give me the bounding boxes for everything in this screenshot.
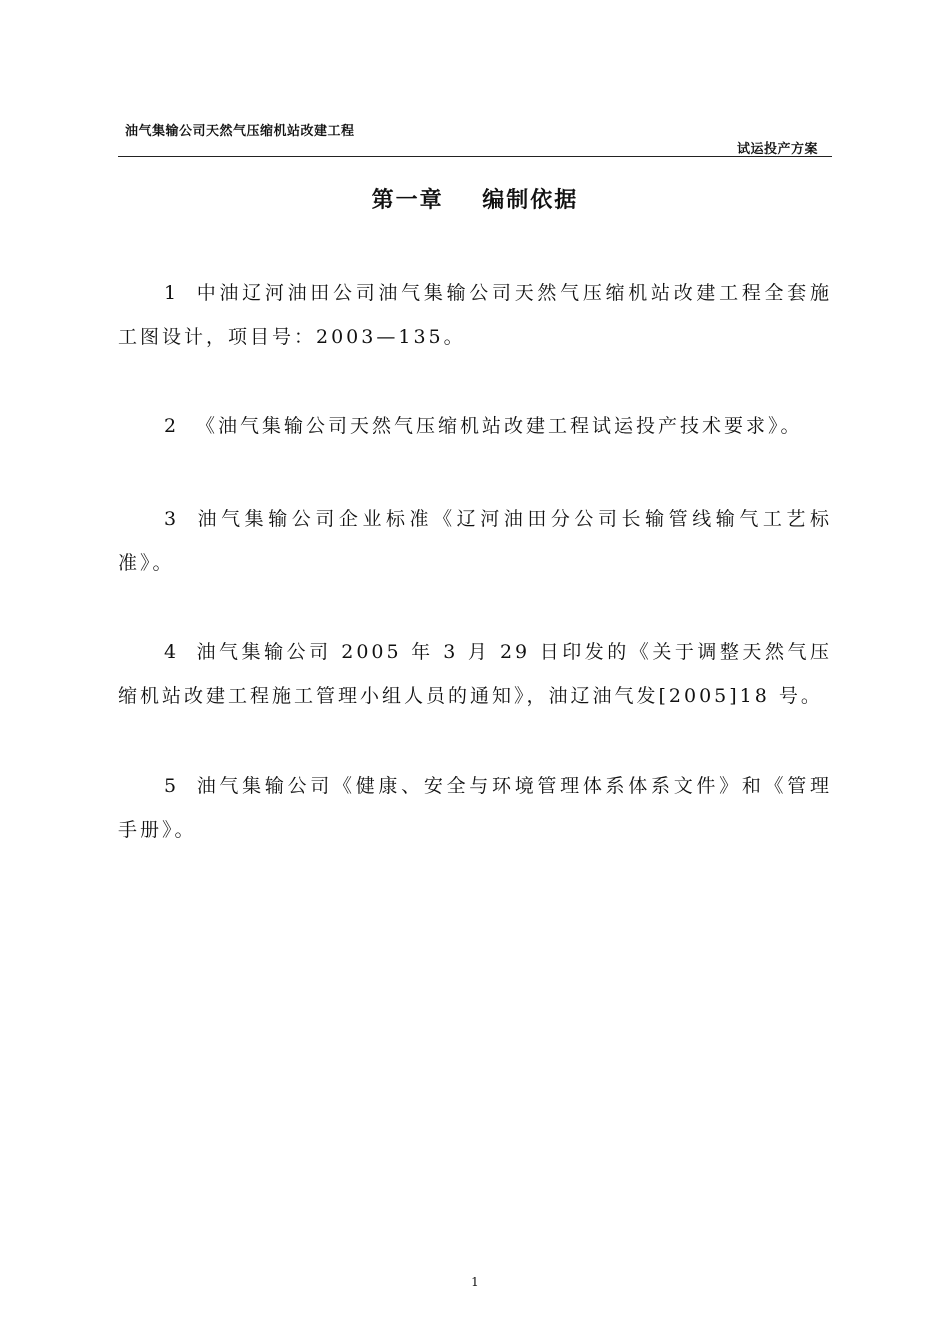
- reference-item: [118, 630, 832, 718]
- reference-number: 4: [164, 641, 180, 663]
- reference-number: 2: [164, 415, 180, 437]
- running-header-title: 油气集输公司天然气压缩机站改建工程: [125, 124, 355, 139]
- reference-number: 5: [164, 775, 180, 797]
- reference-text: 中油辽河油田公司油气集输公司天然气压缩机站改建工程全套施工图设计，项目号：2003—135。: [118, 282, 832, 348]
- reference-number: 1: [164, 282, 180, 304]
- chapter-title: 第一章 编制依据: [371, 187, 579, 213]
- reference-item: [118, 271, 832, 359]
- reference-item: [118, 404, 832, 448]
- header-divider: [118, 156, 832, 157]
- reference-text: 油气集输公司 2005 年 3 月 29 日印发的《关于调整天然气压缩机站改建工程施工管理小组人员的通知》，油辽油气发[2005]18 号。: [118, 641, 832, 707]
- reference-item: [118, 764, 832, 852]
- running-header-section: 试运投产方案: [736, 142, 818, 157]
- page-number: 1: [471, 1275, 479, 1289]
- reference-text: 油气集输公司《健康、安全与环境管理体系体系文件》和《管理手册》。: [118, 775, 832, 841]
- reference-text: 《油气集输公司天然气压缩机站改建工程试运投产技术要求》。: [196, 415, 803, 437]
- reference-text: 油气集输公司企业标准《辽河油田分公司长输管线输气工艺标准》。: [118, 508, 832, 574]
- reference-item: [118, 497, 832, 585]
- reference-number: 3: [164, 508, 180, 530]
